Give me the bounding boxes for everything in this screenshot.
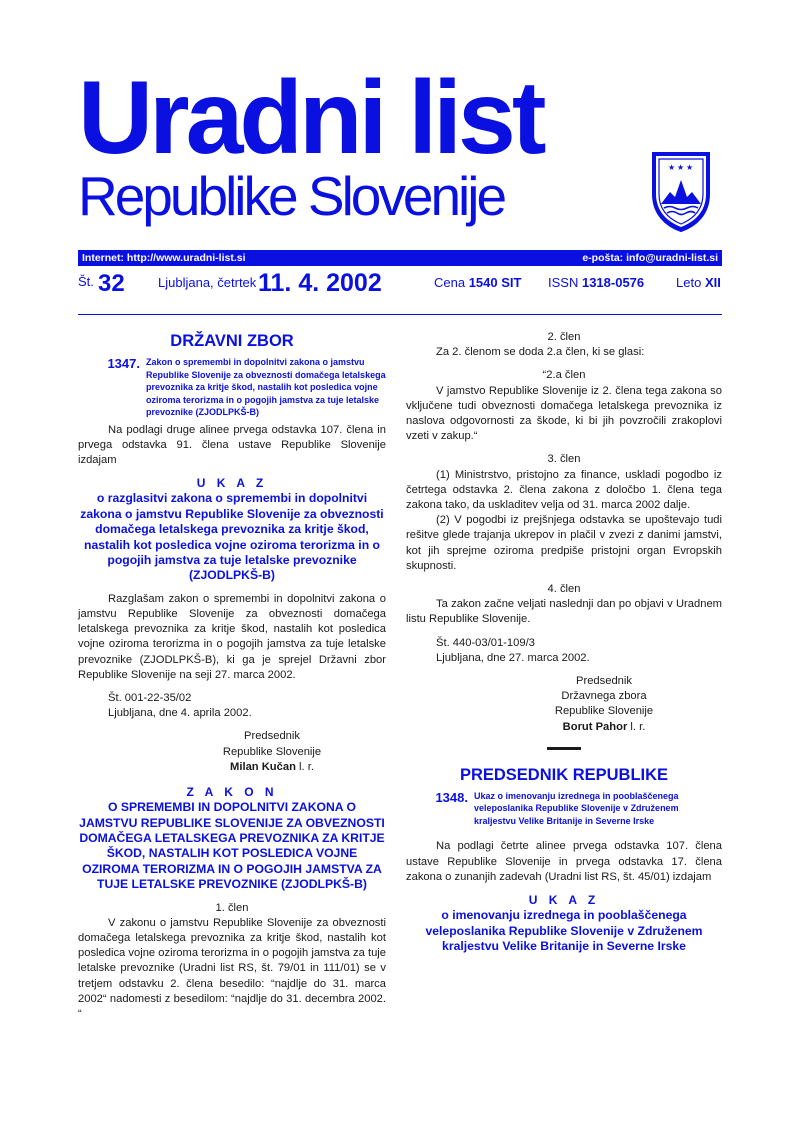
signatory-role: Republike Slovenije	[222, 745, 322, 758]
article-heading: 1. člen	[215, 901, 249, 914]
left-column	[78, 330, 386, 1022]
act-number: 1348.	[435, 789, 468, 805]
act-entry	[406, 790, 722, 828]
issue-issn: ISSN 1318-0576	[548, 275, 645, 290]
article-heading: 3. člen	[547, 453, 581, 466]
signatory-name: Milan Kučan l. r.	[230, 760, 314, 773]
act-entry	[78, 356, 386, 419]
reference-date: Ljubljana, dne 4. aprila 2002.	[108, 707, 252, 720]
signature-block	[486, 674, 722, 735]
email-link[interactable]: e-pošta: info@uradni-list.si	[582, 252, 718, 264]
article-body: (2) V pogodbi iz prejšnjega odstavka se upoštevajo tudi rešitve glede trajanja ukrepov in plačil v zvezi z danimi jamstvi, kot jih sprejme oziroma predpiše pristojni organ Evropskih skupnosti.	[406, 514, 722, 572]
section-divider	[547, 747, 581, 750]
article-heading: “2.a člen	[542, 369, 586, 382]
ukaz-label: U K A Z	[528, 892, 600, 907]
issue-number: 32	[98, 270, 125, 297]
section-heading: PREDSEDNIK REPUBLIKE	[459, 765, 669, 784]
ukaz-title: o imenovanju izrednega in pooblaščenega veleposlanika Republike Slovenije v Združenem kraljestvu Velike Britanije in Severne Irske	[425, 908, 703, 953]
article-body: Ta zakon začne veljati naslednji dan po objavi v Uradnem listu Republike Slovenije.	[406, 598, 722, 626]
internet-link[interactable]: Internet: http://www.uradni-list.si	[82, 252, 246, 264]
svg-text:★: ★	[686, 163, 694, 172]
ukaz-label: U K A Z	[196, 476, 268, 491]
contact-bar	[78, 250, 722, 266]
article-body: V jamstvo Republike Slovenije iz 2. člena tega zakona so vključene tudi obveznosti domačega letalskega prevoznika iz naslova odgovornosti za škode, ki bi jih povzročili zrakoplovi vzeti v zakup.“	[406, 384, 722, 443]
signatory-role: Predsednik	[576, 675, 632, 688]
masthead	[78, 60, 722, 227]
ukaz-body: Razglašam zakon o spremembi in dopolnitvi zakona o jamstvu Republike Slovenije za obveznosti domačega letalskega prevoznika za kritje škod, nastalih kot posledica vojne oziroma terorizma in o pogojih jamstva za tuje letalske prevoznike (ZJODLPKŠ-B), ki ga je sprejel Državni zbor Republike Slovenije na seji 27. marca 2002.	[78, 592, 386, 681]
signatory-role: Republike Slovenije	[554, 705, 654, 718]
article-body: V zakonu o jamstvu Republike Slovenije za obveznosti domačega letalskega prevoznika za kritje škod, nastalih kot posledica vojne oziroma terorizma in o pogojih jamstva za tuje letalske prevoznike (Uradni list RS, št. 79/01 in 111/01) se v tretjem odstavku 2. člena besedilo: “najdlje do 31. marca 2002“ nadomesti z besedilom: “najdlje do 31. decembra 2002. “	[78, 916, 386, 1021]
act-number: 1347.	[107, 356, 140, 371]
gazette-title: Uradni list	[78, 60, 543, 176]
signatory-name: Borut Pahor l. r.	[562, 720, 646, 733]
issue-place-day: Ljubljana, četrtek	[158, 275, 257, 290]
issue-price: Cena 1540 SIT	[434, 275, 522, 290]
article-body: Za 2. členom se doda 2.a člen, ki se glasi:	[436, 346, 645, 359]
header-rule	[78, 314, 722, 315]
act-title: Zakon o spremembi in dopolnitvi zakona o jamstvu Republike Slovenije za obveznosti domačega letalskega prevoznika za kritje škod, nastalih kot posledica vojne oziroma terorizma in o pogojih jamstva za tuje letalske prevoznike (ZJODLPKŠ-B)	[146, 357, 386, 417]
reference-number: Št. 440-03/01-109/3	[436, 636, 535, 649]
right-column	[406, 330, 722, 962]
zakon-label: Z A K O N	[186, 784, 278, 799]
article-heading: 4. člen	[547, 583, 581, 596]
act-title: Ukaz o imenovanju izrednega in pooblaščenega veleposlanika Republike Slovenije v Združenem kraljestvu Velike Britanije in Severne Irske	[474, 790, 679, 826]
gazette-subtitle: Republike Slovenije	[78, 165, 505, 227]
svg-text:★: ★	[668, 163, 676, 172]
zakon-title: O SPREMEMBI IN DOPOLNITVI ZAKONA O JAMSTVU REPUBLIKE SLOVENIJE ZA OBVEZNOSTI DOMAČEGA LETALSKEGA PREVOZNIKA ZA KRITJE ŠKOD, NASTALIH KOT POSLEDICA VOJNE OZIROMA TERORIZMA IN O POGOJIH JAMSTVA ZA TUJE LETALSKE PREVOZNIKE (ZJODLPKŠ-B)	[79, 800, 385, 892]
issue-info	[78, 269, 722, 300]
issue-number-label: Št.	[78, 274, 94, 289]
article-body: (1) Ministrstvo, pristojno za finance, uskladi pogodbo iz četrtega odstavka 2. člena zakona z določbo 1. člena tega zakona tako, da uskladitev velja od 31. marca 2002 dalje.	[406, 468, 722, 512]
section-heading: DRŽAVNI ZBOR	[170, 332, 294, 350]
article-heading: 2. člen	[547, 331, 581, 343]
svg-text:★: ★	[677, 163, 685, 172]
issue-date: 11. 4. 2002	[258, 269, 382, 297]
issue-year: Leto XII	[676, 275, 721, 290]
ukaz-title: o razglasitvi zakona o spremembi in dopolnitvi zakona o jamstvu Republike Slovenije za obveznosti domačega letalskega prevoznika za kritje škod, nastalih kot posledica vojne oziroma terorizma in o pogojih jamstva za tuje letalske prevoznike (ZJODLPKŠ-B)	[80, 491, 384, 583]
reference-number: Št. 001-22-35/02	[108, 691, 192, 704]
reference-date: Ljubljana, dne 27. marca 2002.	[436, 651, 590, 664]
signature-block	[158, 729, 386, 775]
signatory-role: Predsednik	[244, 730, 300, 743]
legal-basis: Na podlagi četrte alinee prvega odstavka 107. člena ustave Republike Slovenije in prvega odstavka 17. člena zakona o zunanjih zadevah (Uradni list RS, št. 45/01) izdajam	[406, 840, 722, 883]
legal-basis: Na podlagi druge alinee prvega odstavka 107. člena in prvega odstavka 91. člena ustave Republike Slovenije izdajam	[78, 423, 386, 466]
coat-of-arms-icon	[650, 150, 712, 234]
signatory-role: Državnega zbora	[561, 690, 647, 703]
